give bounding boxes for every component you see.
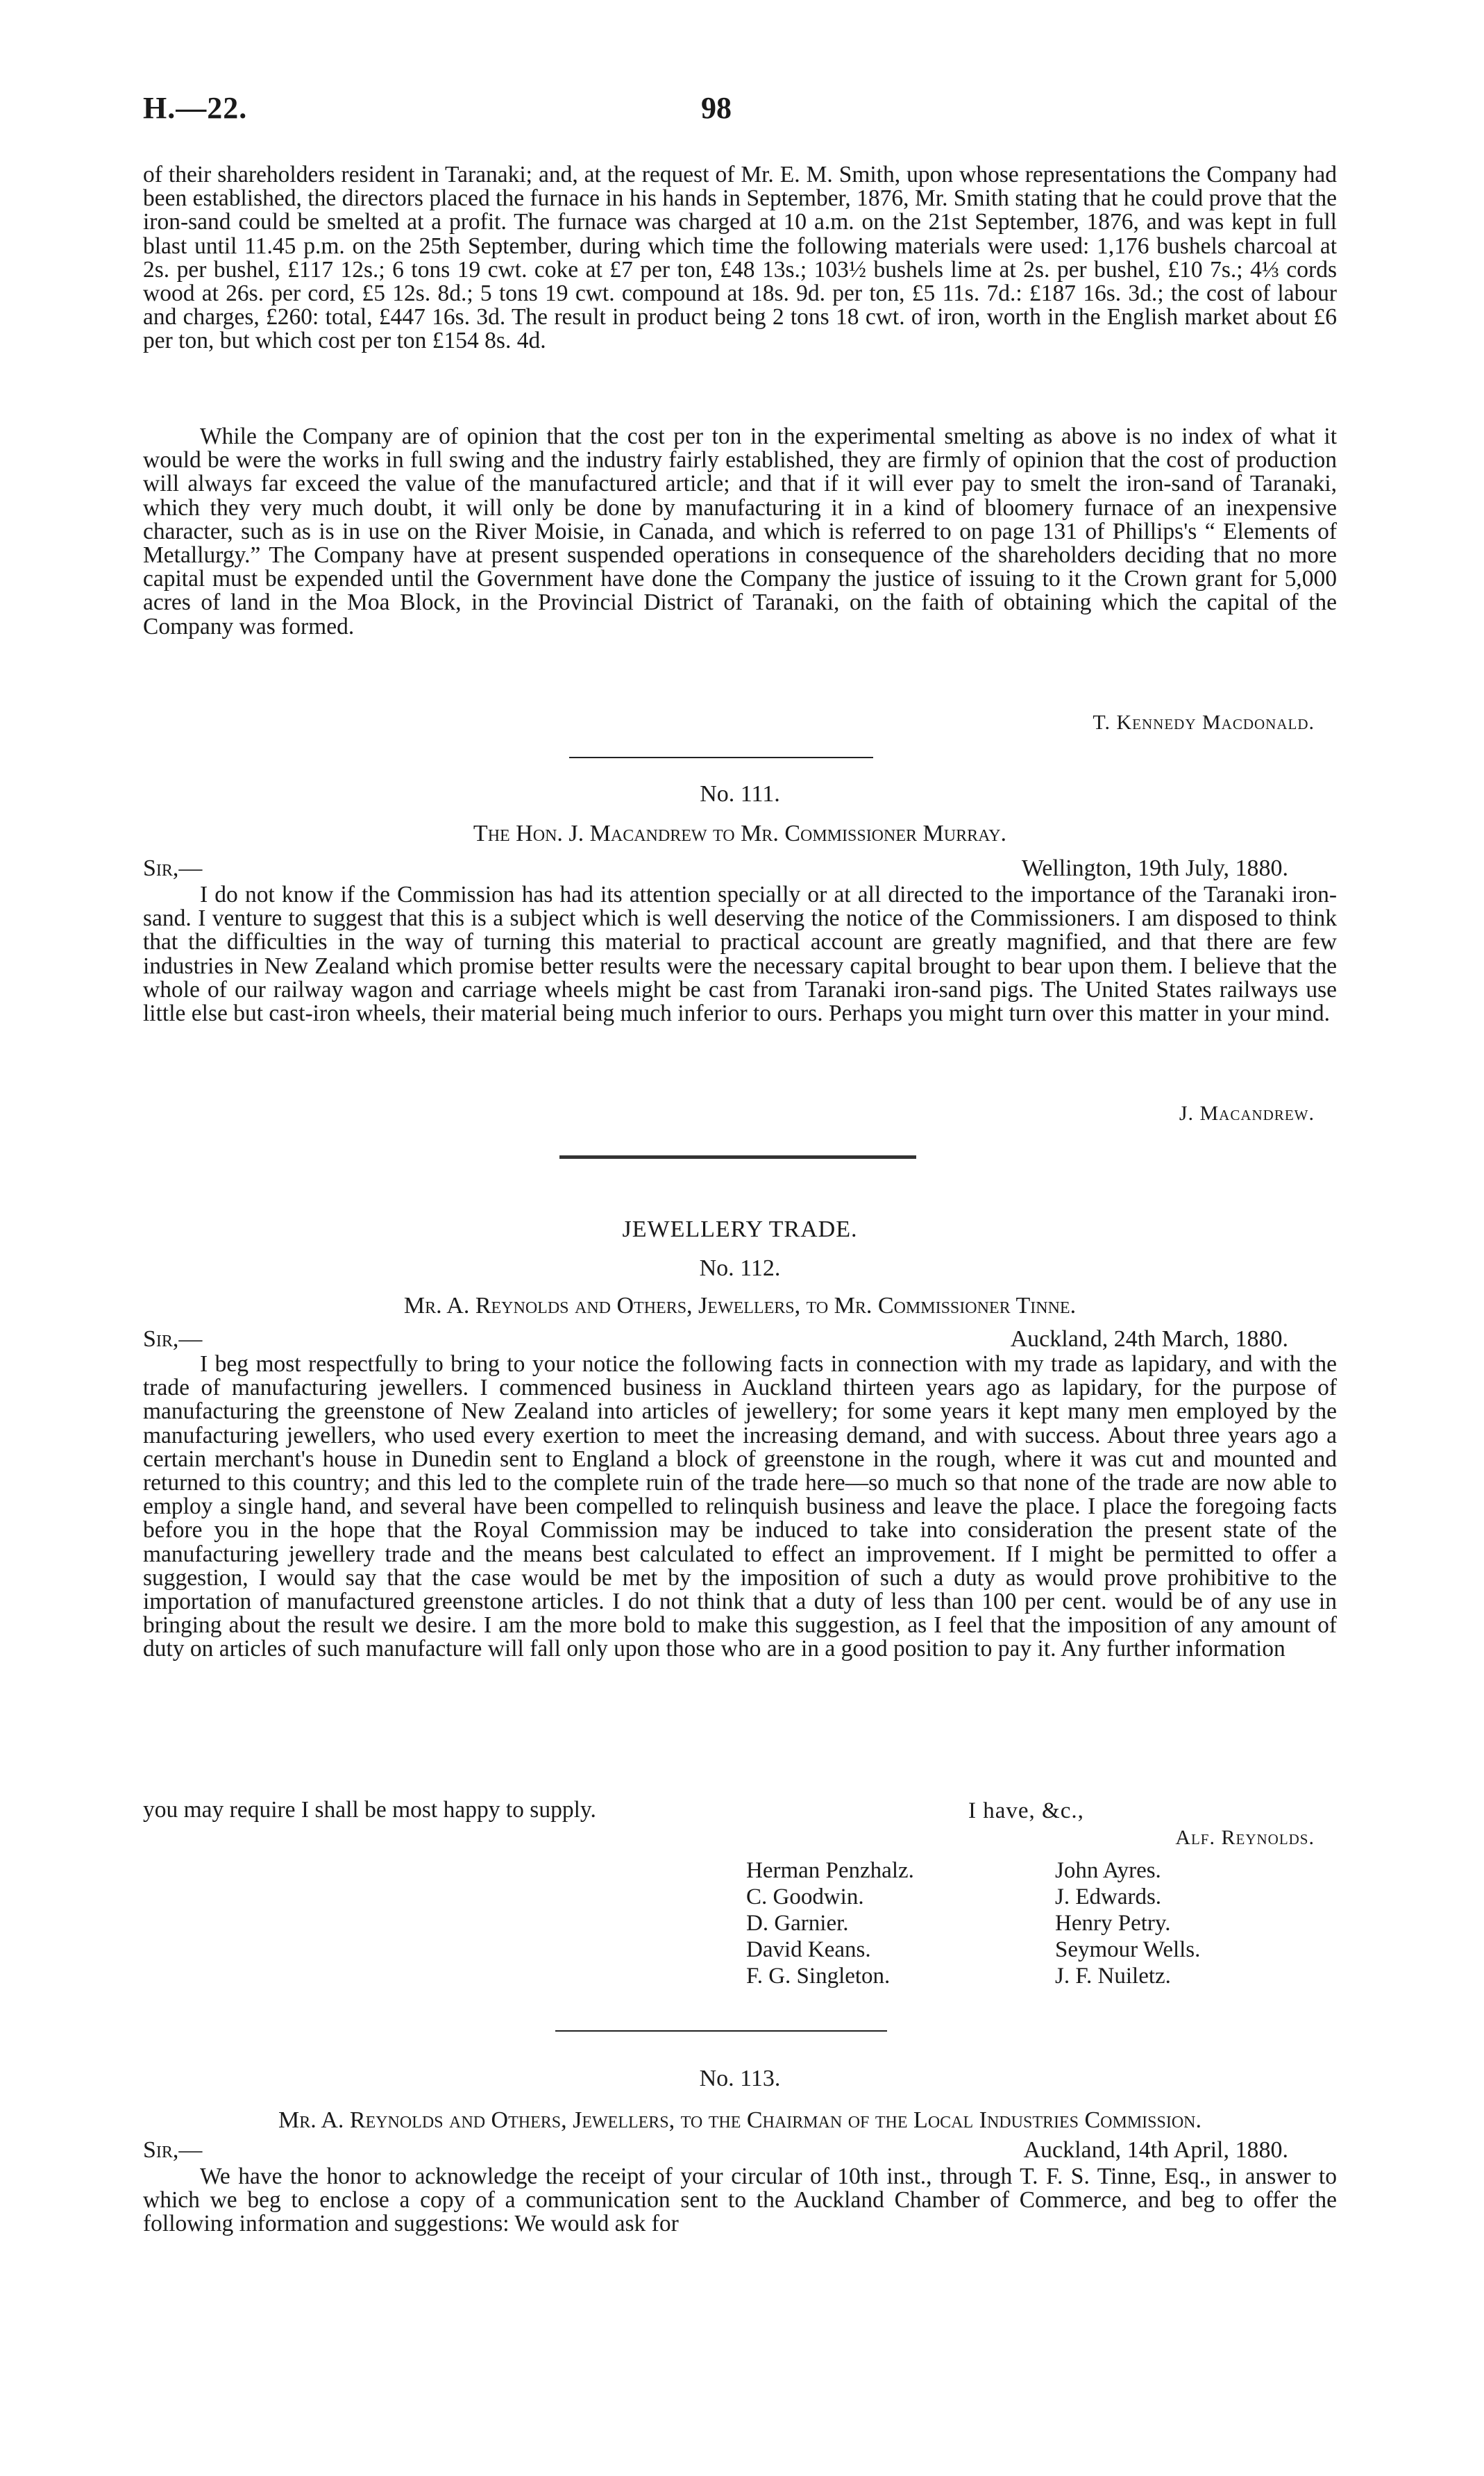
signatory: D. Garnier. bbox=[746, 1911, 849, 1936]
signatories-left bbox=[746, 1857, 914, 1989]
letter-112-closing: I have, &c., bbox=[968, 1798, 1084, 1823]
letter-113-heading: Mr. A. Reynolds and Others, Jewellers, to the Chairman of the Local Industries Commission. bbox=[278, 2107, 1202, 2133]
letter-112-body: I beg most respectfully to bring to your notice the following facts in connection with my trade as lapidary, and with the trade of manufacturing jewellers. I commenced business in Auckland thirteen years ago as lapidary, for the purpose of manufacturing the greenstone of New Zealand into articles of jewellery; for some years it kept many men employed by the manufacturing jewellers, who used every exertion to meet the increasing demand, and with success. About three years ago a certain merchant's house in Dunedin sent to England a block of greenstone in the rough, where it was cut and mounted and returned to this country; and this led to the complete ruin of the trade here—so much so that none of the trade are now able to employ a single hand, and several have been compelled to relinquish business and leave the place. I place the foregoing facts before you in the hope that the Royal Commission may be induced to take into consideration the present state of the manufacturing jewellery trade and the means best calculated to effect an improvement. If I might be permitted to offer a suggestion, I would say that the case would be met by the imposition of such a duty as would prove prohibitive to the importation of manufactured greenstone articles. I do not think that a duty of less than 100 per cent. would be of any use in bringing about the result we desire. I am the more bold to make this suggestion, as I feel that the imposition of any amount of duty on articles of such manufacture will fall only upon those who are in a good position to pay it. Any further information bbox=[143, 1351, 1337, 1662]
letter-112-heading: Mr. A. Reynolds and Others, Jewellers, to Mr. Commissioner Tinne. bbox=[403, 1293, 1077, 1319]
signatories-right bbox=[1055, 1857, 1200, 1989]
letter-112-number: No. 112. bbox=[699, 1255, 781, 1281]
letter-111-body: I do not know if the Commission has had its attention specially or at all directed to the importance of the Taranaki iron-sand. I venture to suggest that this is a subject which is well deserving the notice of the Commissioners. I am disposed to think that the difficulties in the way of turning this material to practical account are greatly magnified, and that there are few industries in New Zealand which promise better results were the necessary capital brought to bear upon them. I believe that the whole of our railway wagon and carriage wheels might be cast from Taranaki iron-sand pigs. The United States railways use little else but cast-iron wheels, their material being much inferior to ours. Perhaps you might turn over this matter in your mind. bbox=[143, 882, 1337, 1027]
letter-111-salutation-line bbox=[143, 855, 1288, 883]
signatory: Herman Penzhalz. bbox=[746, 1858, 914, 1883]
letter-112-salutation-line bbox=[143, 1326, 1288, 1354]
continuation-paragraph: of their shareholders resident in Taranaki; and, at the request of Mr. E. M. Smith, upon whose representations the Company had been established, the directors placed the furnace in his hands in September, 1876, Mr. Smith stating that he could prove that the iron-sand could be smelted at a profit. The furnace was charged at 10 a.m. on the 21st September, 1876, and was kept in full blast until 11.45 p.m. on the 25th September, during which time the following materials were used: 1,176 bushels charcoal at 2s. per bushel, £117 12s.; 6 tons 19 cwt. coke at £7 per ton, £48 13s.; 103½ bushels lime at 2s. per bushel, £10 7s.; 4⅓ cords wood at 26s. per cord, £5 12s. 8d.; 5 tons 19 cwt. compound at 18s. 9d. per ton, £5 11s. 7d.: £187 16s. 3d.; the cost of labour and charges, £260: total, £447 16s. 3d. The result in product being 2 tons 18 cwt. of iron, worth in the English market about £6 per ton, but which cost per ton £154 8s. 4d. bbox=[143, 162, 1337, 354]
letter-113-place-date: Auckland, 14th April, 1880. bbox=[1023, 2137, 1288, 2163]
letter-111-number: No. 111. bbox=[700, 781, 780, 807]
signatory: C. Goodwin. bbox=[746, 1884, 864, 1909]
signatory: David Keans. bbox=[746, 1937, 871, 1962]
signatory: John Ayres. bbox=[1055, 1858, 1161, 1883]
section-divider bbox=[569, 757, 873, 758]
heavy-divider bbox=[559, 1155, 916, 1159]
letter-111-salutation: Sir,— bbox=[143, 855, 203, 881]
letter-113-salutation-line bbox=[143, 2137, 1288, 2165]
letter-113-body: We have the honor to acknowledge the receipt of your circular of 10th inst., through T. F. S. Tinne, Esq., in answer to which we beg to enclose a copy of a communication sent to the Auckland Chamber of Commerce, and beg to offer the following information and suggestions: We would ask for bbox=[143, 2164, 1337, 2237]
macdonald-signature: T. Kennedy Macdonald. bbox=[1093, 711, 1315, 734]
signatory: J. F. Nuiletz. bbox=[1055, 1964, 1171, 1989]
reynolds-signature: Alf. Reynolds. bbox=[1175, 1826, 1315, 1849]
signatory: Henry Petry. bbox=[1055, 1911, 1171, 1936]
letter-112-last-line: you may require I shall be most happy to supply. bbox=[143, 1797, 596, 1823]
letter-111-heading: The Hon. J. Macandrew to Mr. Commissioner Murray. bbox=[473, 821, 1007, 846]
signatory: J. Edwards. bbox=[1055, 1884, 1162, 1909]
section-title: JEWELLERY TRADE. bbox=[622, 1216, 858, 1242]
company-opinion-paragraph: While the Company are of opinion that the cost per ton in the experimental smelting as above is no index of what it would be were the works in full swing and the industry fairly established, they are firmly of opinion that the cost of production will always far exceed the value of the manufactured article; and that if it will ever pay to smelt the iron-sand of Taranaki, which they very much doubt, it will only be done by manufacturing it in a kind of bloomery furnace of an inexpensive character, such as is in use on the River Moisie, in Canada, and which is referred to on page 131 of Phillips's “ Elements of Metallurgy.” The Company have at present suspended operations in consequence of the shareholders deciding that no more capital must be expended until the Government have done the Company the justice of issuing to it the Crown grant for 5,000 acres of land in the Moa Block, in the Provincial District of Taranaki, on the faith of obtaining which the capital of the Company was formed. bbox=[143, 424, 1337, 639]
signatory: F. G. Singleton. bbox=[746, 1964, 891, 1989]
letter-113-salutation: Sir,— bbox=[143, 2137, 203, 2163]
letter-112-salutation: Sir,— bbox=[143, 1326, 203, 1352]
macandrew-signature: J. Macandrew. bbox=[1179, 1102, 1315, 1125]
series-reference: H.—22. bbox=[143, 91, 248, 125]
letter-113-number: No. 113. bbox=[699, 2066, 781, 2091]
page-number: 98 bbox=[701, 91, 732, 125]
letter-112-place-date: Auckland, 24th March, 1880. bbox=[1010, 1326, 1288, 1352]
section-divider bbox=[555, 2030, 887, 2032]
letter-111-place-date: Wellington, 19th July, 1880. bbox=[1021, 855, 1288, 881]
signatory: Seymour Wells. bbox=[1055, 1937, 1201, 1962]
